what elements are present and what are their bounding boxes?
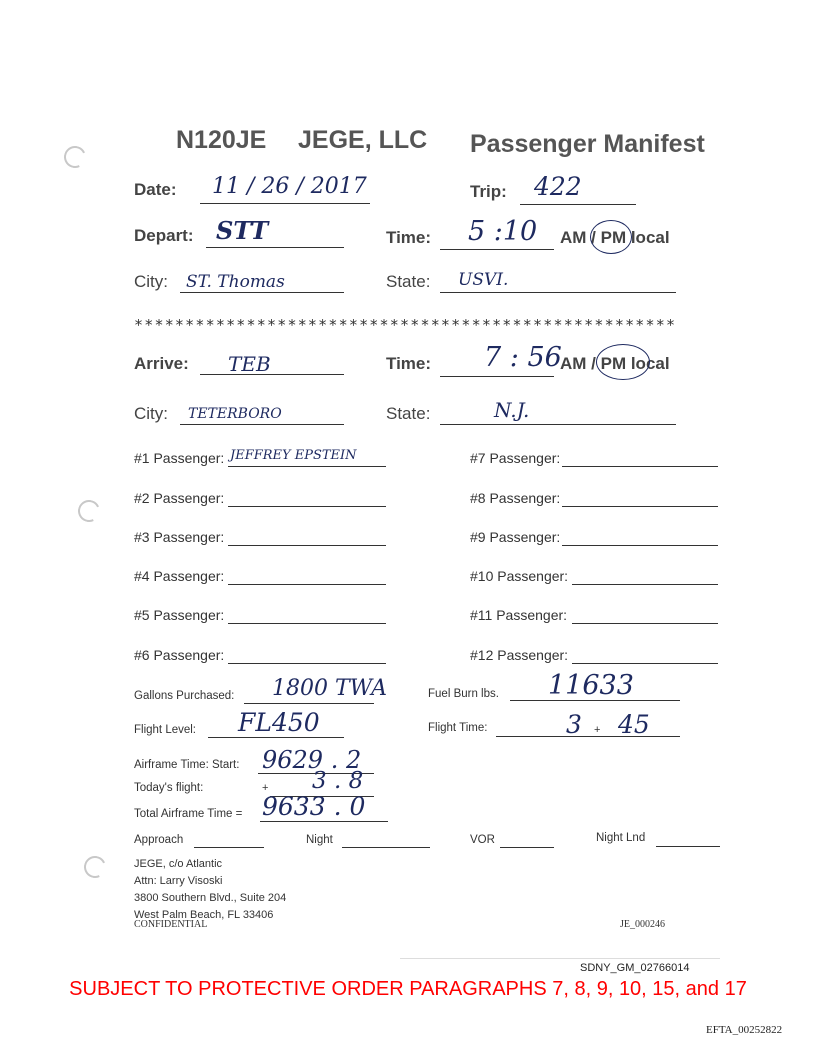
passenger-7-line [562,466,718,467]
depart-state-label: State: [386,272,431,291]
address-line-4: West Palm Beach, FL 33406 [134,909,274,921]
passenger-12-label: #12 Passenger: [470,647,569,663]
passenger-11-label: #11 Passenger: [470,607,568,623]
passenger-7-label: #7 Passenger: [470,450,561,466]
passenger-1-value: JEFFREY EPSTEIN [230,448,357,463]
passenger-3-line [228,545,386,546]
fuel-burn-line [510,700,680,701]
depart-city-line [180,292,344,293]
passenger-4-label: #4 Passenger: [134,568,225,584]
company-name: JEGE, LLC [298,126,428,154]
passenger-3-label: #3 Passenger: [134,529,225,545]
gallons-label: Gallons Purchased: [134,690,235,702]
arrive-time-line [440,376,554,377]
depart-time-value: 5 :10 [468,216,538,247]
passenger-2-label: #2 Passenger: [134,490,225,506]
arrive-city-value: TETERBORO [188,406,282,422]
passenger-5-label: #5 Passenger: [134,607,225,623]
depart-time-line [440,249,554,250]
date-label: Date: [134,180,177,199]
depart-time-label: Time: [386,228,432,247]
passenger-11-line [572,623,718,624]
depart-line [206,247,344,248]
flight-time-plus: + [594,724,601,736]
passenger-8-line [562,506,718,507]
passenger-5-line [228,623,386,624]
passenger-1-line [228,466,386,467]
flight-time-minutes: 45 [618,710,650,739]
depart-label: Depart: [134,226,194,245]
fuel-burn-value: 11633 [548,670,634,701]
arrive-value: TEB [228,352,271,376]
binder-hole-top [61,143,89,171]
flight-time-line [496,736,680,737]
vor-line [500,847,554,848]
arrive-city-label: City: [134,404,168,423]
depart-value: STT [216,216,269,245]
passenger-9-label: #9 Passenger: [470,529,561,545]
vor-label: VOR [470,834,495,846]
scan-edge [400,958,720,959]
trip-line [520,204,636,205]
gallons-value: 1800 TWA [272,676,388,701]
confidential-stamp: CONFIDENTIAL [134,919,208,930]
depart-city-label: City: [134,272,168,291]
address-line-1: JEGE, c/o Atlantic [134,858,223,870]
flight-time-label: Flight Time: [428,722,488,734]
date-line [200,203,370,204]
arrive-state-label: State: [386,404,431,423]
pm-circle-depart [590,220,632,254]
arrive-ampm: AM / PM local [560,354,670,373]
todays-flight-label: Today's flight: [134,782,204,794]
date-value: 11 / 26 / 2017 [212,174,367,199]
fuel-burn-label: Fuel Burn lbs. [428,688,499,700]
airframe-start-value: 9629 . 2 [262,746,362,774]
address-line-2: Attn: Larry Visoski [134,875,223,887]
night-line [342,847,430,848]
total-airframe-value: 9633 . 0 [262,792,366,821]
protective-order-banner: SUBJECT TO PROTECTIVE ORDER PARAGRAPHS 7, 8, 9, 10, 15, and 17 [69,978,747,1000]
binder-hole-middle [75,497,103,525]
night-label: Night [306,834,333,846]
trip-label: Trip: [470,182,507,201]
airframe-start-label: Airframe Time: Start: [134,759,240,771]
passenger-10-label: #10 Passenger: [470,568,569,584]
depart-city-value: ST. Thomas [186,272,285,292]
passenger-9-line [562,545,718,546]
passenger-4-line [228,584,386,585]
total-airframe-line [260,821,388,822]
gallons-line [244,703,374,704]
tail-number: N120JE [176,126,267,154]
todays-flight-value: 3 . 8 [312,768,364,794]
flight-level-label: Flight Level: [134,724,197,736]
binder-hole-bottom [81,853,109,881]
passenger-6-label: #6 Passenger: [134,647,225,663]
flight-level-value: FL450 [238,708,320,737]
arrive-city-line [180,424,344,425]
trip-value: 422 [534,172,582,201]
pm-circle-arrive [596,344,650,380]
total-airframe-label: Total Airframe Time = [134,808,243,820]
address-line-3: 3800 Southern Blvd., Suite 204 [134,892,287,904]
efta-bates: EFTA_00252822 [706,1024,783,1036]
passenger-1-label: #1 Passenger: [134,450,225,466]
passenger-10-line [572,584,718,585]
arrive-time-value: 7 : 56 [484,342,562,373]
approach-label: Approach [134,834,184,846]
passenger-12-line [572,663,718,664]
separator-stars: ***************************************************** [134,316,677,334]
todays-flight-plus: + [262,782,269,794]
approach-line [194,847,264,848]
bates-je: JE_000246 [620,919,665,930]
sdny-bates: SDNY_GM_02766014 [580,962,690,974]
passenger-6-line [228,663,386,664]
arrive-state-value: N.J. [494,398,530,422]
arrive-label: Arrive: [134,354,189,373]
form-title: Passenger Manifest [470,130,705,158]
flight-level-line [208,737,344,738]
arrive-time-label: Time: [386,354,432,373]
arrive-line [200,374,344,375]
depart-state-line [440,292,676,293]
depart-ampm: AM / PM local [560,228,670,247]
arrive-state-line [440,424,676,425]
night-landing-line [656,846,720,847]
passenger-2-line [228,506,386,507]
depart-state-value: USVI. [458,270,509,290]
flight-time-hours: 3 [566,710,582,739]
night-landing-label: Night Lnd [596,832,646,844]
passenger-8-label: #8 Passenger: [470,490,561,506]
